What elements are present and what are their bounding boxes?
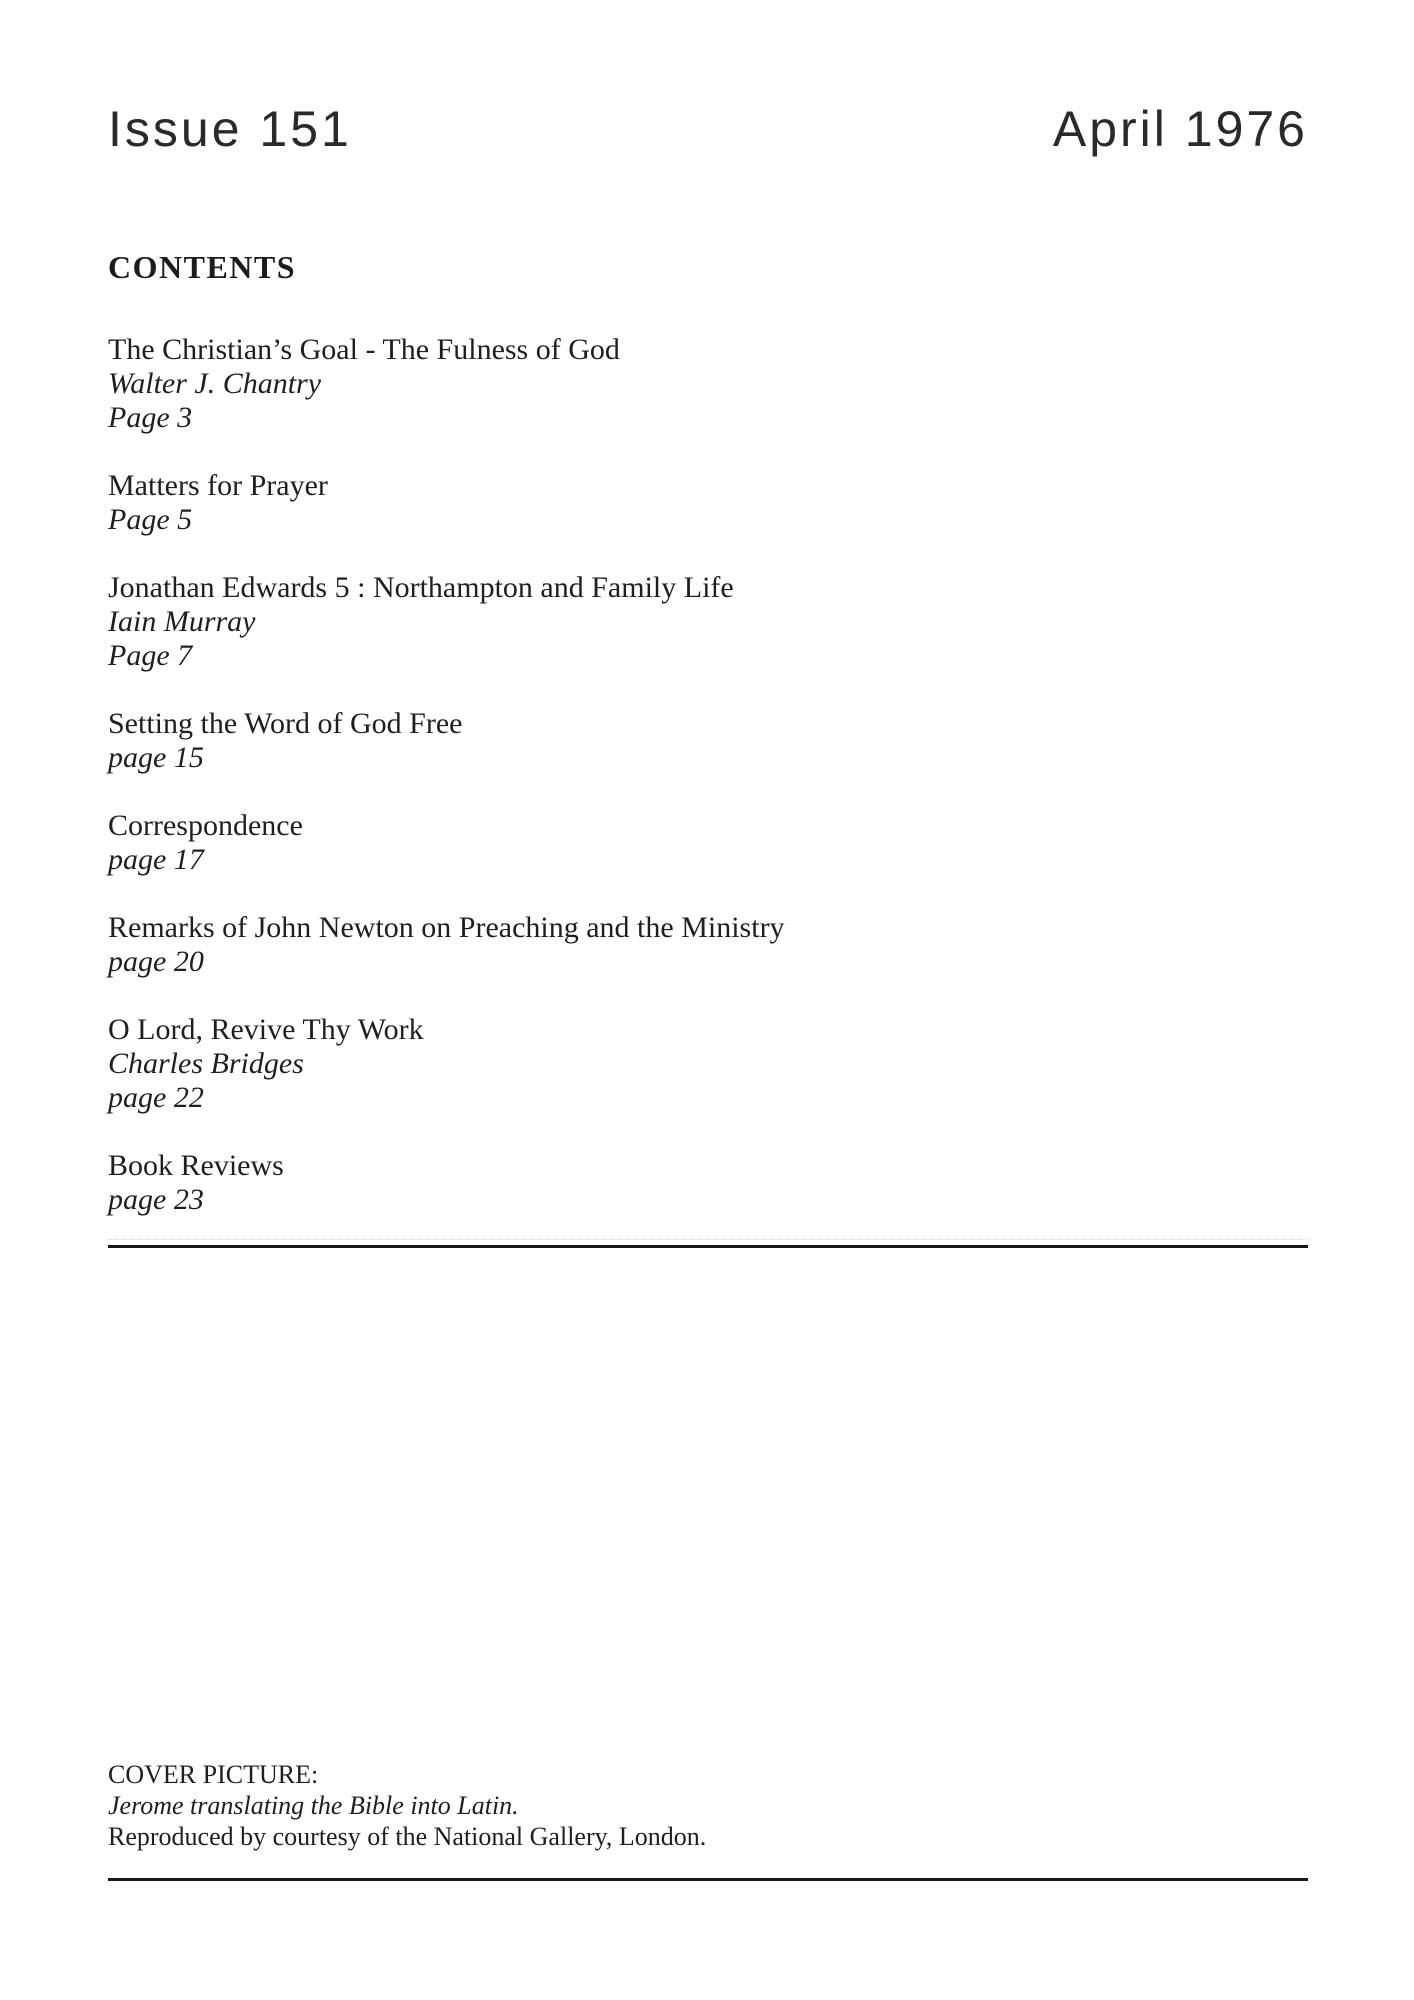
toc-item	[108, 707, 1308, 775]
article-title: Setting the Word of God Free	[108, 707, 463, 740]
article-page: page 15	[108, 741, 204, 774]
toc-item	[108, 809, 1308, 877]
cover-picture-credit: Reproduced by courtesy of the National Gallery, London.	[108, 1822, 707, 1851]
divider-rule	[108, 1245, 1308, 1248]
article-title: Jonathan Edwards 5 : Northampton and Family Life	[108, 571, 734, 604]
article-title: Book Reviews	[108, 1149, 284, 1182]
cover-picture-label: COVER PICTURE:	[108, 1760, 319, 1789]
article-title: Remarks of John Newton on Preaching and the Ministry	[108, 911, 785, 944]
bottom-rule	[108, 1878, 1308, 1881]
article-author: Charles Bridges	[108, 1047, 304, 1080]
contents-heading: CONTENTS	[108, 249, 297, 285]
toc-item	[108, 911, 1308, 979]
toc-item	[108, 571, 1308, 673]
issue-date: April 1976	[1052, 101, 1308, 157]
cover-picture-description: Jerome translating the Bible into Latin.	[108, 1791, 519, 1820]
article-page: Page 7	[108, 639, 193, 672]
table-of-contents	[108, 333, 1308, 1251]
article-title: The Christian’s Goal - The Fulness of God	[108, 333, 620, 366]
divider-scan-artifact	[108, 1239, 1308, 1240]
issue-number: Issue 151	[108, 101, 352, 157]
article-author: Walter J. Chantry	[108, 367, 322, 400]
article-title: Correspondence	[108, 809, 303, 842]
toc-item	[108, 333, 1308, 435]
article-page: page 17	[108, 843, 204, 876]
toc-item	[108, 1149, 1308, 1217]
article-page: page 22	[108, 1081, 204, 1114]
toc-item	[108, 1013, 1308, 1115]
toc-item	[108, 469, 1308, 537]
article-page: page 20	[108, 945, 204, 978]
article-author: Iain Murray	[108, 605, 256, 638]
article-title: O Lord, Revive Thy Work	[108, 1013, 424, 1046]
article-page: Page 3	[108, 401, 193, 434]
masthead	[108, 100, 1308, 158]
cover-picture-note	[108, 1759, 1308, 1852]
article-page: page 23	[108, 1183, 204, 1216]
article-title: Matters for Prayer	[108, 469, 328, 502]
article-page: Page 5	[108, 503, 193, 536]
